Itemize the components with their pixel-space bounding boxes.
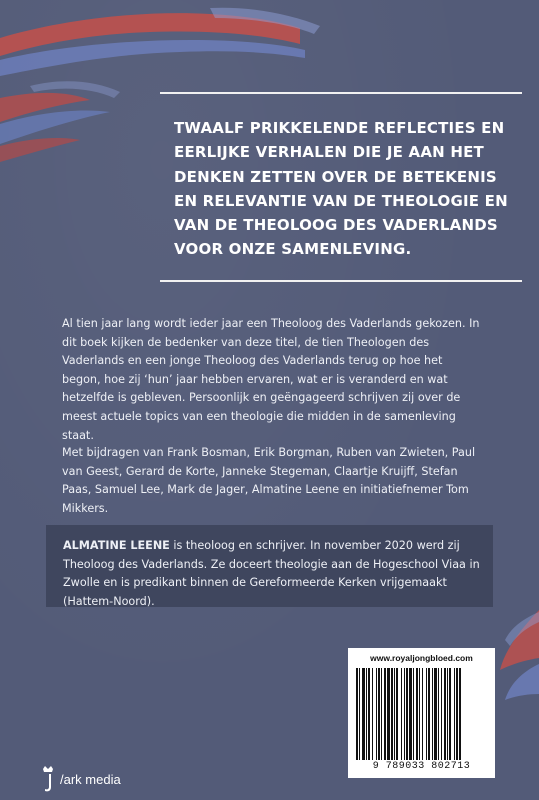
crown-j-icon: [40, 765, 56, 793]
barcode-bars: [356, 668, 487, 760]
publisher-url: www.royaljongbloed.com: [370, 653, 473, 663]
contributors-paragraph: Met bijdragen van Frank Bosman, Erik Borgman, Ruben van Zwieten, Paul van Geest, Gerard de Korte, Janneke Stegeman, Claartje Kruijff, Stefan Paas, Samuel Lee, Mark de Jager, Almatine Leene en initiatiefnemer Tom Mikkers.: [62, 446, 476, 515]
author-bio-box: [46, 525, 493, 607]
barcode-box: [348, 648, 495, 778]
tagline-box: [160, 92, 522, 282]
isbn-number: 9 789033 802713: [372, 761, 471, 772]
author-name: ALMATINE LEENE: [63, 539, 170, 552]
publisher-name: /ark media: [60, 771, 121, 787]
author-bio-text: is theoloog en schrijver. In november 2020 werd zij Theoloog des Vaderlands. Ze doceert theologie aan de Hogeschool Viaa in Zwolle en is predikant binnen de Gereformeerde Kerken vrijgemaakt (Hattem-Noord).: [63, 539, 480, 608]
description-paragraph: Al tien jaar lang wordt ieder jaar een Theoloog des Vaderlands gekozen. In dit boek kijken de bedenker van deze titel, de tien Theologen des Vaderlands en een jonge Theoloog des Vaderlands terug op hoe het begon, hoe zij ‘hun’ jaar hebben ervaren, wat er is veranderd en wat hetzelfde is gebleven. Persoonlijk en geëngageerd schrijven zij over de meest actuele topics van een theologie die midden in de samenleving staat.: [62, 317, 480, 442]
publisher-logo: [40, 765, 121, 793]
tagline: TWAALF PRIKKELENDE REFLECTIES EN EERLIJKE VERHALEN DIE JE AAN HET DENKEN ZETTEN OVER DE BETEKENIS EN RELEVANTIE VAN DE THEOLOGIE EN VAN DE THEOLOOG DES VADERLANDS VOOR ONZE SAMENLEVING.: [174, 119, 508, 259]
author-bio: [63, 537, 481, 611]
